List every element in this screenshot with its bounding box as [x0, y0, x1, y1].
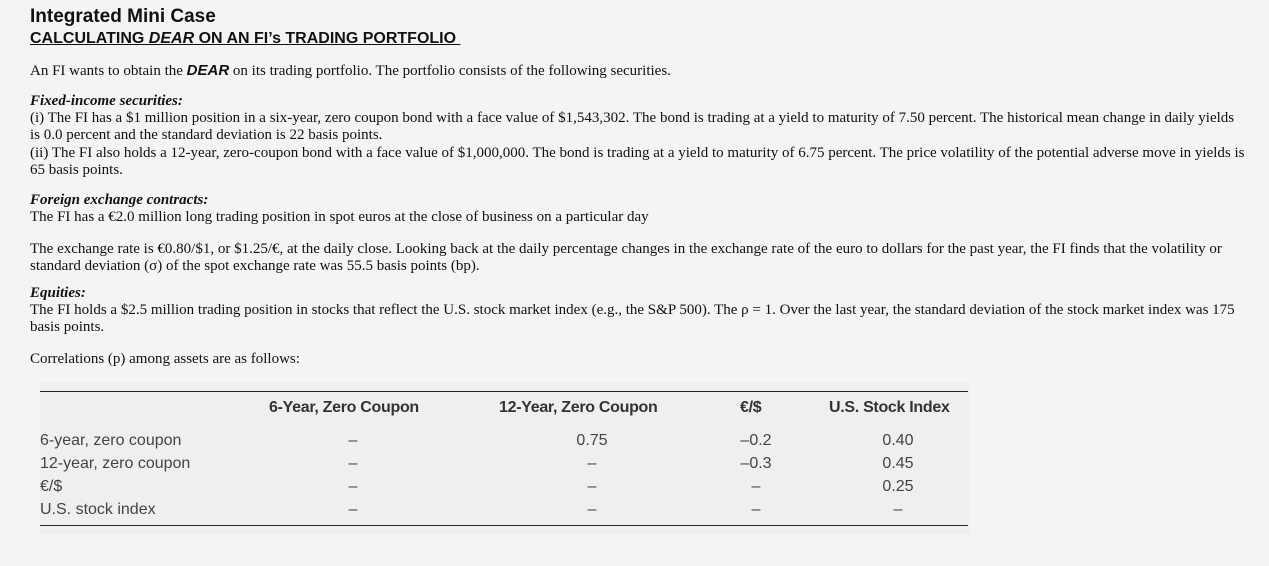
intro-emph: DEAR: [186, 62, 230, 79]
row-label: 6-year, zero coupon: [40, 432, 182, 449]
row-label: U.S. stock index: [40, 501, 156, 518]
col-header-fx: €/$: [740, 399, 762, 416]
equities-heading: Equities:: [30, 285, 86, 301]
table-cell: –: [587, 478, 597, 495]
table-cell: –0.2: [740, 432, 772, 449]
table-cell: –: [751, 478, 761, 495]
table-cell: –0.3: [740, 455, 772, 472]
fx-heading: Foreign exchange contracts:: [30, 192, 209, 208]
equities-text: The FI holds a $2.5 million trading position in stocks that reflect the U.S. stock market index (e.g., the S&P 500). The ρ = 1. Over the last year, the standard deviation of the stock market index was 175 basis points.: [30, 302, 1235, 335]
table-cell: –: [893, 501, 903, 518]
subtitle-emph: DEAR: [148, 30, 195, 47]
table-cell: 0.25: [882, 478, 914, 495]
fx-text: The FI has a €2.0 million long trading position in spot euros at the close of business on a particular day: [30, 209, 649, 225]
col-header-12yr: 12-Year, Zero Coupon: [499, 399, 658, 416]
row-label: 12-year, zero coupon: [40, 455, 191, 472]
fx-text-2: The exchange rate is €0.80/$1, or $1.25/€, at the daily close. Looking back at the daily percentage changes in the exchange rate of the euro to dollars for the past year, the FI finds that the volatility or standard deviation (σ) of the spot exchange rate was 55.5 basis points (bp).: [30, 241, 1222, 274]
subtitle-pre: CALCULATING: [30, 30, 149, 47]
table-cell: 0.45: [882, 455, 914, 472]
correlations-intro: Correlations (p) among assets are as follows:: [30, 351, 300, 367]
col-header-6yr: 6-Year, Zero Coupon: [269, 399, 419, 416]
fixed-income-item-1: (i) The FI has a $1 million position in a six-year, zero coupon bond with a face value of $1,543,302. The bond is trading at a yield to maturity of 7.50 percent. The historical mean change in daily yields is 0.0 percent and the standard deviation is 22 basis points.: [30, 110, 1235, 143]
table-rule-top: [40, 391, 968, 392]
table-rule-bottom: [40, 525, 968, 526]
intro-pre: An FI wants to obtain the: [30, 63, 187, 79]
intro-post: on its trading portfolio. The portfolio consists of the following securities.: [229, 63, 671, 79]
subtitle-post: ON AN FI’s TRADING PORTFOLIO: [194, 30, 461, 47]
table-cell: 0.40: [882, 432, 914, 449]
table-cell: –: [587, 455, 597, 472]
table-cell: –: [348, 478, 358, 495]
table-cell: –: [751, 501, 761, 518]
table-cell: –: [348, 455, 358, 472]
table-cell: 0.75: [576, 432, 608, 449]
fixed-income-item-2: (ii) The FI also holds a 12-year, zero-coupon bond with a face value of $1,000,000. The bond is trading at a yield to maturity of 6.75 percent. The price volatility of the potential adverse move in yields is 65 basis points.: [30, 145, 1245, 178]
intro-paragraph: [30, 62, 1245, 80]
fixed-income-heading: Fixed-income securities:: [30, 93, 183, 109]
correlation-table: [40, 382, 970, 534]
page-subtitle: [30, 29, 461, 49]
page-title: Integrated Mini Case: [30, 6, 216, 27]
table-cell: –: [348, 432, 358, 449]
col-header-stock: U.S. Stock Index: [829, 399, 950, 416]
table-cell: –: [348, 501, 358, 518]
row-label: €/$: [40, 478, 63, 495]
table-cell: –: [587, 501, 597, 518]
